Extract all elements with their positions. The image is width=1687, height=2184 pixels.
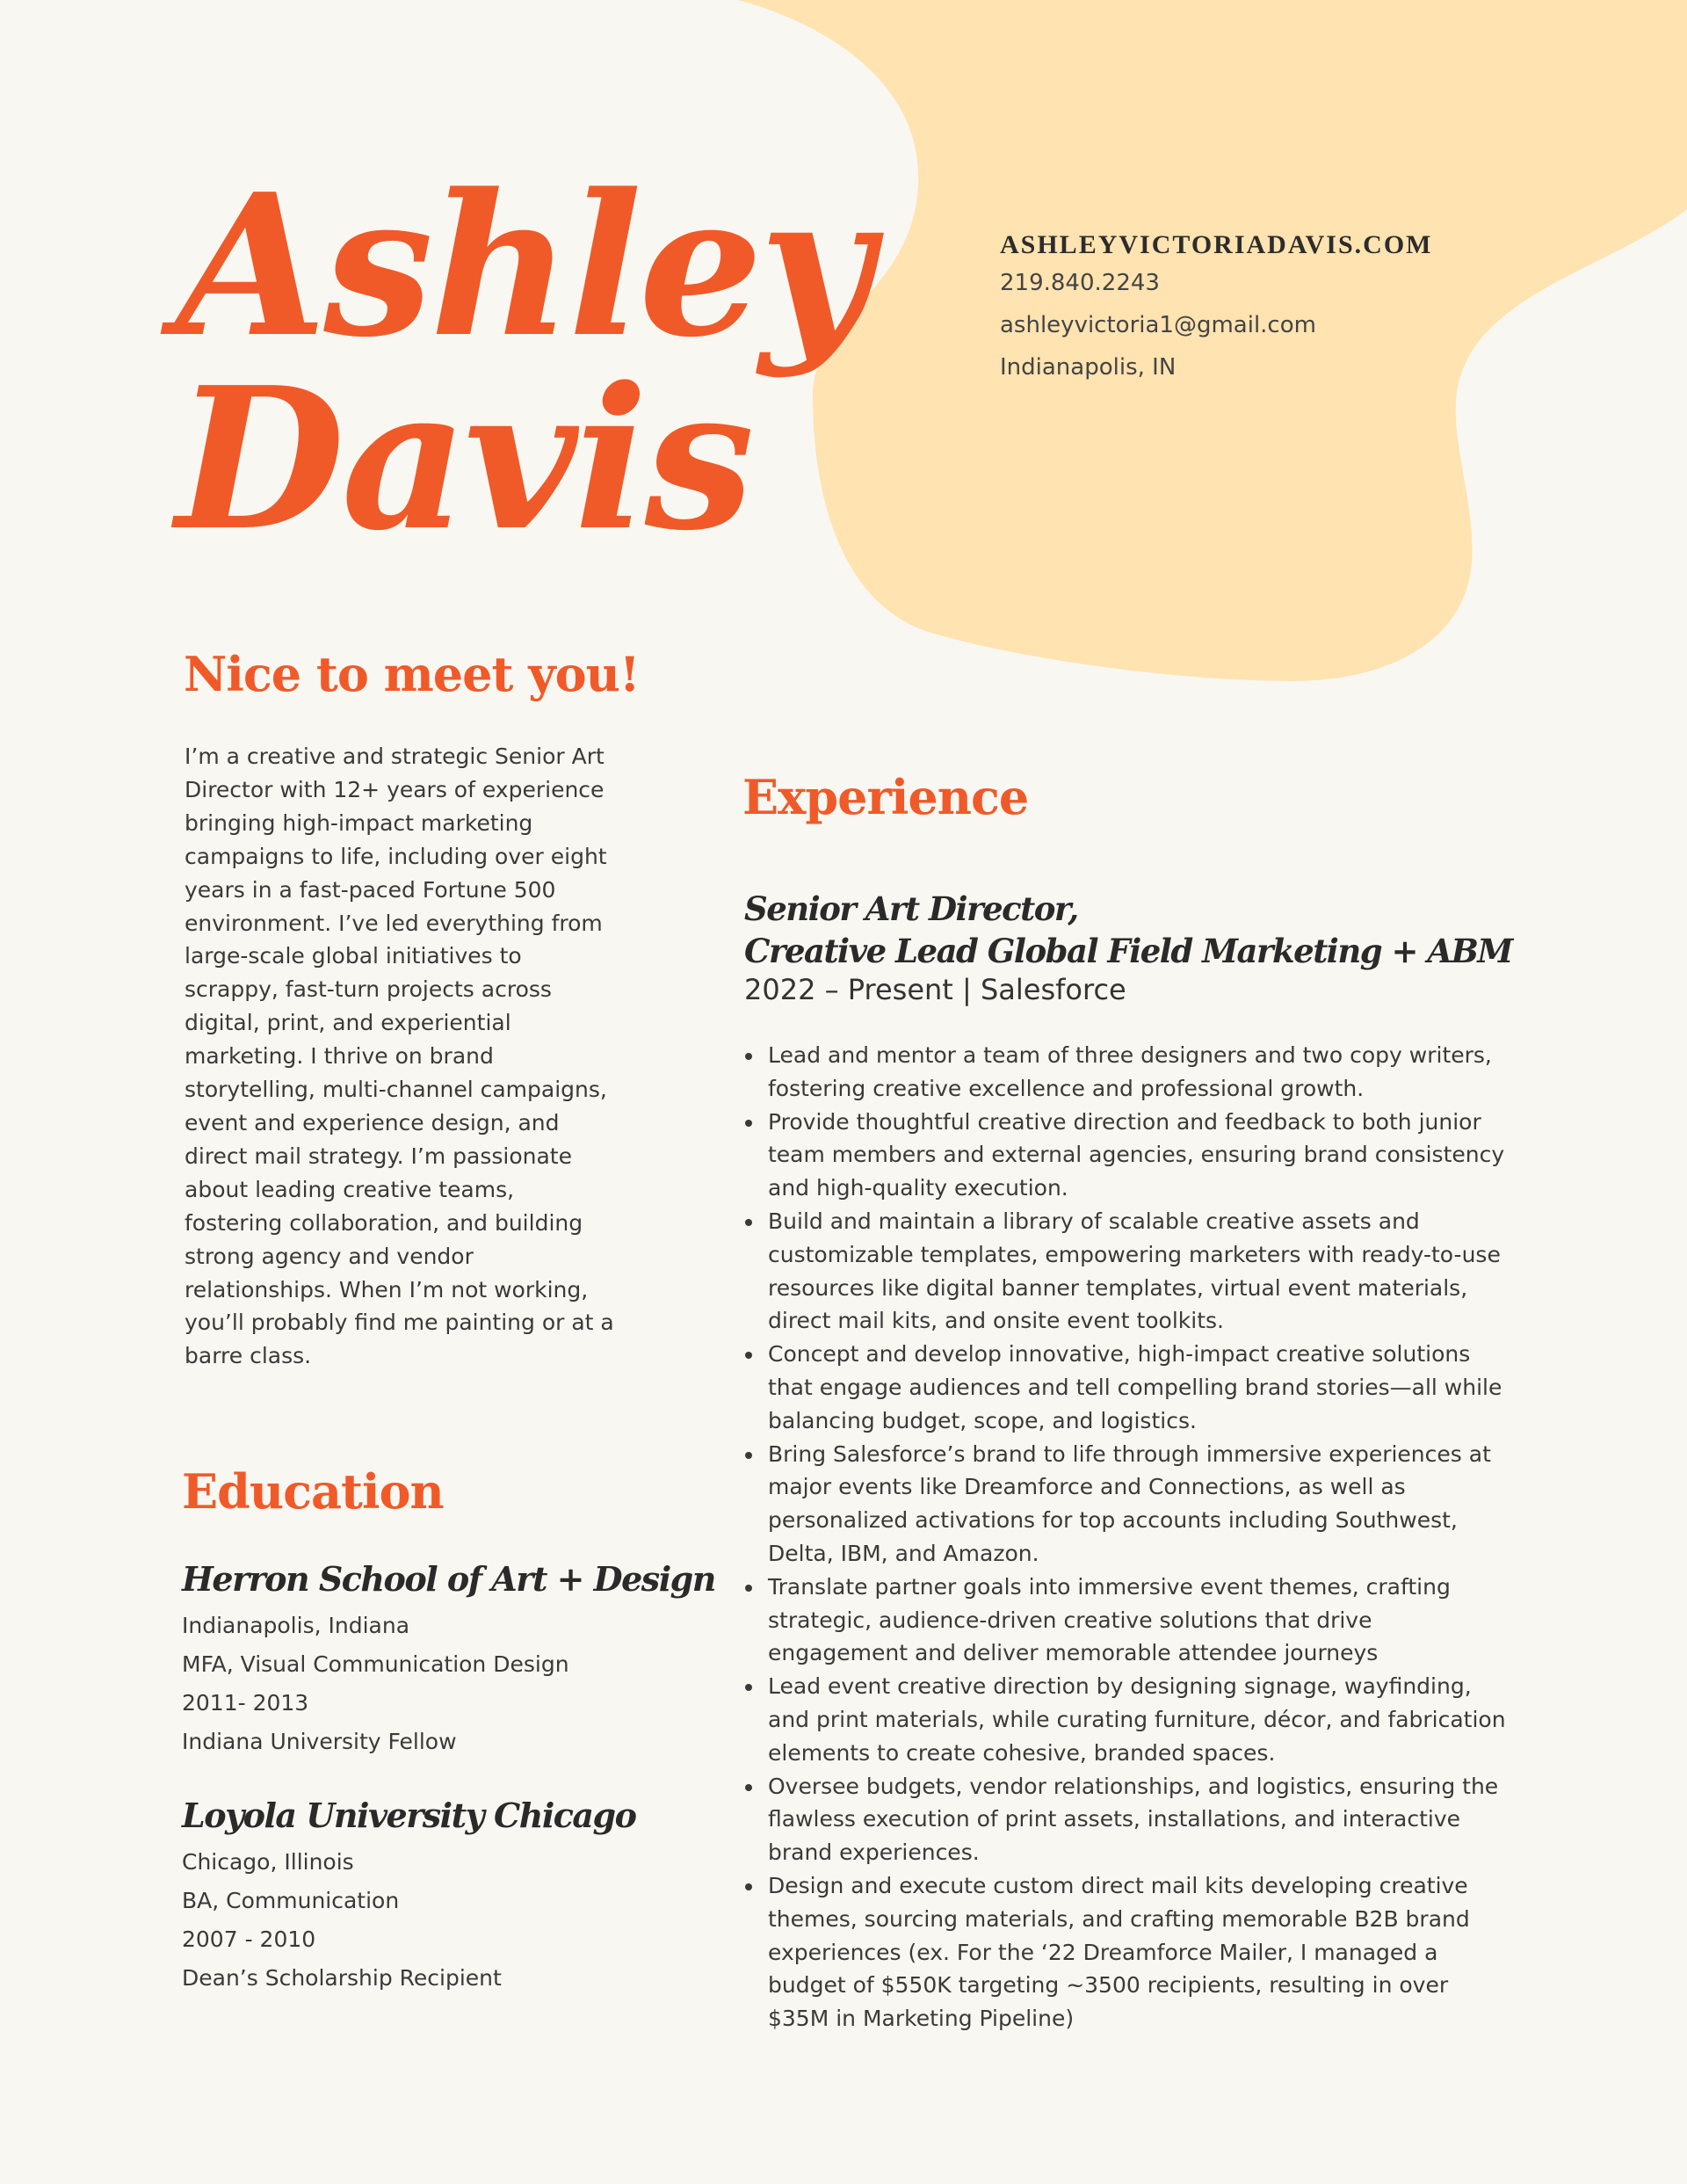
education-entry (182, 1561, 715, 1761)
school-location: Indianapolis, Indiana (182, 1612, 410, 1638)
job-title (744, 888, 1512, 972)
phone-number: 219.840.2243 (1000, 270, 1160, 296)
job-title-line1: Senior Art Director, (744, 889, 1078, 928)
school-note: Indiana University Fellow (182, 1728, 457, 1754)
about-heading: Nice to meet you! (184, 646, 640, 702)
location: Indianapolis, IN (1000, 354, 1177, 381)
name-last: Davis (176, 345, 751, 574)
school-years: 2007 - 2010 (182, 1926, 316, 1952)
experience-heading: Experience (742, 769, 1029, 825)
bullet-item: Lead and mentor a team of three designers and two copy writers, fostering creative excellence and professional growth. (743, 1039, 1508, 1106)
website-link[interactable]: ASHLEYVICTORIADAVIS.COM (1000, 230, 1433, 259)
bullet-item: Concept and develop innovative, high-impact creative solutions that engage audiences and tell compelling brand stories—all while balancing budget, scope, and logistics. (743, 1338, 1508, 1437)
bullet-item: Bring Salesforce’s brand to life through immersive experiences at major events like Dreamforce and Connections, as well as personalized activations for top accounts including Southwest, Delta, IBM, and Amazon. (743, 1438, 1508, 1571)
school-degree: MFA, Visual Communication Design (182, 1651, 569, 1677)
name-first: Ashley (176, 152, 870, 381)
school-degree: BA, Communication (182, 1887, 400, 1913)
job-dates-company: 2022 – Present | Salesforce (744, 973, 1126, 1006)
bullet-item: Design and execute custom direct mail kits developing creative themes, sourcing materials, and crafting memorable B2B brand experiences (ex. For the ‘22 Dreamforce Mailer, I managed a budget of $550K targeting ~3500 recipients, resulting in over $35M in Marketing Pipeline) (743, 1869, 1508, 2035)
bullet-item: Translate partner goals into immersive event themes, crafting strategic, audience-driven creative solutions that drive engagement and deliver memorable attendee journeys (743, 1571, 1508, 1670)
school-note: Dean’s Scholarship Recipient (182, 1964, 502, 1991)
bullet-item: Provide thoughtful creative direction and feedback to both junior team members and external agencies, ensuring brand consistency and high-quality execution. (743, 1106, 1508, 1205)
school-name: Herron School of Art + Design (182, 1559, 715, 1599)
education-entry (182, 1797, 635, 1998)
school-location: Chicago, Illinois (182, 1848, 354, 1875)
about-text: I’m a creative and strategic Senior Art Director with 12+ years of experience bringing high-impact marketing campaigns to life, including over eight years in a fast-paced Fortune 500 environment. I’ve led everything from large-scale global initiatives to scrappy, fast-turn projects across digital, print, and experiential marketing. I thrive on brand storytelling, multi-channel campaigns, event and experience design, and direct mail strategy. I’m passionate about leading creative teams, fostering collaboration, and building strong agency and vendor relationships. When I’m not working, you’ll probably find me painting or at a barre class. (185, 744, 614, 1369)
bullet-item: Oversee budgets, vendor relationships, and logistics, ensuring the flawless execution of print assets, installations, and interactive brand experiences. (743, 1770, 1508, 1869)
email-link[interactable]: ashleyvictoria1@gmail.com (1000, 312, 1316, 338)
experience-bullets (743, 1039, 1508, 2035)
education-heading: Education (182, 1463, 444, 1520)
job-title-line2: Creative Lead Global Field Marketing + ABM (744, 932, 1512, 970)
school-name: Loyola University Chicago (182, 1796, 636, 1835)
bullet-item: Lead event creative direction by designing signage, wayfinding, and print materials, while curating furniture, décor, and fabrication elements to create cohesive, branded spaces. (743, 1670, 1508, 1769)
bullet-item: Build and maintain a library of scalable creative assets and customizable templates, empowering marketers with ready-to-use resources like digital banner templates, virtual event materials, direct mail kits, and onsite event toolkits. (743, 1205, 1508, 1338)
contact-block (1000, 230, 1432, 397)
school-years: 2011- 2013 (182, 1689, 309, 1716)
